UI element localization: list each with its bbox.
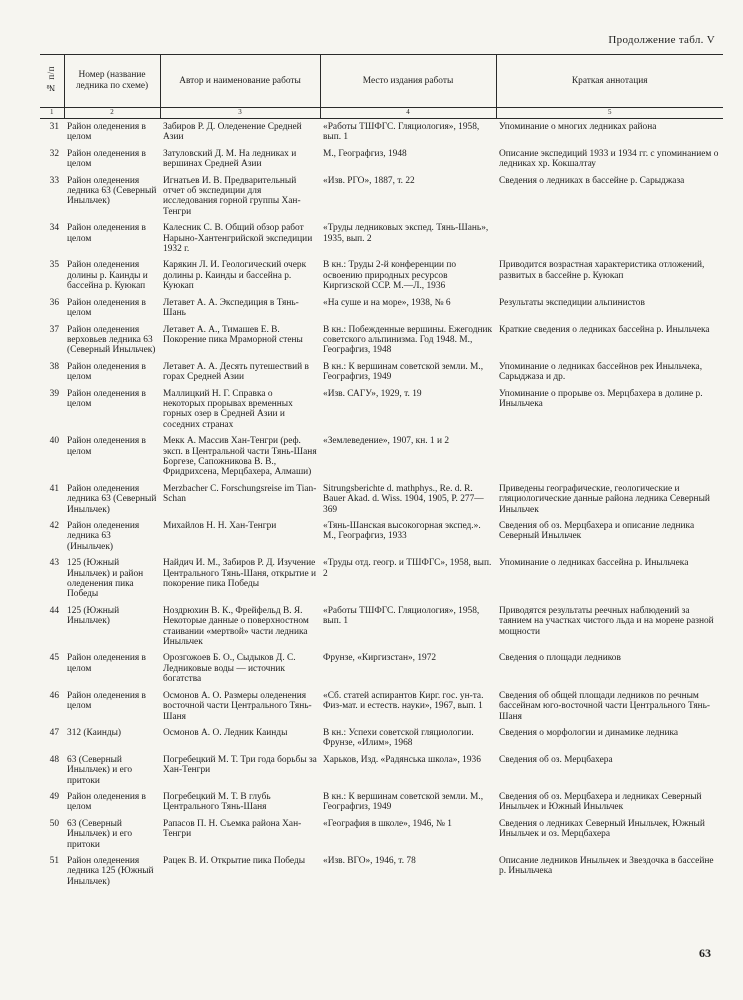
glacier-name: Район оледенения ледника 63 (Иныльчек) xyxy=(67,521,140,552)
glacier-name: Район оледенения в целом xyxy=(67,791,146,813)
glacier-name: Район оледенения ледника 63 (Северный Иныльчек) xyxy=(67,175,157,207)
author-and-title: Маллицкий Н. Г. Справка о некоторых прорывах временных горных озер в Средней Азии и соседних странах xyxy=(163,388,293,430)
publication-place: Sitrungsberichte d. mathphys., Re. d. R. Bauer Akad. d. Wiss. 1904, 1905, P. 277—369 xyxy=(323,483,484,515)
column-number: 4 xyxy=(320,108,496,119)
annotation: Сведения об оз. Мерцбахера и ледниках Северный Иныльчек и Южный Иныльчек xyxy=(499,791,702,813)
glacier-name: Район оледенения ледника 125 (Южный Иныльчек) xyxy=(67,855,154,887)
table-row xyxy=(40,359,723,386)
row-number: 41 xyxy=(49,483,59,494)
annotation: Приведены географические, геологические и гляциологические данные района ледника Северный Иныльчек xyxy=(499,483,710,515)
table-row xyxy=(40,725,723,752)
table-row xyxy=(40,146,723,173)
table-row xyxy=(40,789,723,816)
publication-place: «Землеведение», 1907, кн. 1 и 2 xyxy=(323,436,450,447)
row-number: 33 xyxy=(49,175,59,186)
glacier-name: 63 (Северный Иныльчек) и его притоки xyxy=(67,754,133,786)
table-row xyxy=(40,518,723,555)
annotation: Упоминание о прорыве оз. Мерцбахера в долине р. Иныльчека xyxy=(499,388,703,409)
table-row xyxy=(40,603,723,651)
author-and-title: Ноздрюхин В. К., Фрейфельд В. Я. Некоторые данные о поверхностном стаивании «мертвой» части ледника Иныльчек xyxy=(163,605,309,648)
annotation: Описание ледников Иныльчек и Звездочка в бассейне р. Иныльчека xyxy=(499,855,714,877)
publication-place: В кн.: Побежденные вершины. Ежегодник советского альпинизма. Год 1948. М., Географгиз, 1948 xyxy=(323,324,493,356)
bibliography-table xyxy=(40,54,723,890)
annotation: Сведения об оз. Мерцбахера xyxy=(499,754,613,765)
publication-place: Фрунзе, «Киргизстан», 1972 xyxy=(323,653,437,664)
author-and-title: Затуловский Д. М. На ледниках и вершинах Средней Азии xyxy=(163,148,297,170)
publication-place: В кн.: Успехи советской гляциологии. Фрунзе, «Илим», 1968 xyxy=(323,727,474,749)
author-and-title: Карякин Л. И. Геологический очерк долины р. Каинды и бассейна р. Куюкап xyxy=(163,260,307,292)
table-row xyxy=(40,173,723,221)
table-row xyxy=(40,119,723,146)
publication-place: «Работы ТШФГС. Гляциология», 1958, вып. 1 xyxy=(323,122,480,143)
row-number: 51 xyxy=(49,855,59,866)
glacier-name: 125 (Южный Иныльчек) и район оледенения пика Победы xyxy=(67,558,144,600)
table-row xyxy=(40,481,723,518)
publication-place: В кн.: К вершинам советской земли. М., Географгиз, 1949 xyxy=(323,791,484,813)
glacier-name: 125 (Южный Иныльчек) xyxy=(67,605,120,627)
author-and-title: Летавет А. А. Десять путешествий в горах Средней Азии xyxy=(163,361,309,383)
header-author: Автор и наименование работы xyxy=(160,55,320,108)
annotation: Приводится возрастная характеристика отложений, развитых в бассейне р. Куюкап xyxy=(499,260,705,281)
author-and-title: Михайлов Н. Н. Хан-Тенгри xyxy=(163,521,277,531)
row-number: 35 xyxy=(49,260,59,271)
table-row xyxy=(40,650,723,687)
table-continuation-caption: Продолжение табл. V xyxy=(608,34,715,46)
author-and-title: Найдич И. М., Забиров Р. Д. Изучение Центрального Тянь-Шаня, открытие и покорение пика Победы xyxy=(163,558,316,590)
table-row xyxy=(40,816,723,853)
row-number: 47 xyxy=(49,727,59,738)
author-and-title: Забиров Р. Д. Оледенение Средней Азии xyxy=(163,122,302,143)
author-and-title: Погребецкий М. Т. В глубь Центрального Тянь-Шаня xyxy=(163,791,271,813)
author-and-title: Рапасов П. Н. Съемка района Хан-Тенгри xyxy=(163,818,302,840)
row-number: 45 xyxy=(49,653,59,664)
annotation: Приводятся результаты реечных наблюдений за таянием на участках чистого льда и на морене разной мощности xyxy=(499,605,714,637)
publication-place: «На суше и на море», 1938, № 6 xyxy=(323,297,451,308)
table-row xyxy=(40,752,723,789)
row-number: 38 xyxy=(49,361,59,372)
author-and-title: Осмонов А. О. Размеры оледенения восточной части Центрального Тянь-Шаня xyxy=(163,690,312,722)
glacier-name: Район оледенения в целом xyxy=(67,122,146,143)
row-number: 34 xyxy=(49,223,59,234)
glacier-name: Район оледенения долины р. Каинды и бассейна р. Куюкап xyxy=(67,260,148,292)
glacier-name: Район оледенения в целом xyxy=(67,653,146,674)
author-and-title: Летавет А. А. Экспедиция в Тянь-Шань xyxy=(163,297,299,319)
table-row xyxy=(40,322,723,359)
annotation: Сведения о площади ледников xyxy=(499,653,621,664)
table-row xyxy=(40,295,723,322)
glacier-name: Район оледенения верховьев ледника 63 (Северный Иныльчек) xyxy=(67,324,156,356)
row-number: 32 xyxy=(49,148,59,159)
column-number-row xyxy=(40,108,723,119)
glacier-name: Район оледенения в целом xyxy=(67,223,146,244)
publication-place: «Труды отд. геогр. и ТШФГС», 1958, вып. 2 xyxy=(323,558,492,579)
author-and-title: Калесник С. В. Общий обзор работ Нарыно-Хантенгрийской экспедиции 1932 г. xyxy=(163,223,313,255)
annotation xyxy=(496,220,723,257)
author-and-title: Рацек В. И. Открытие пика Победы xyxy=(163,855,306,866)
row-number: 39 xyxy=(49,388,59,399)
row-number: 37 xyxy=(49,324,59,335)
author-and-title: Погребецкий М. Т. Три года борьбы за Хан-Тенгри xyxy=(163,754,317,776)
annotation: Краткие сведения о ледниках бассейна р. Иныльчека xyxy=(499,324,710,335)
page-number: 63 xyxy=(699,946,711,960)
publication-place: «Изв. ВГО», 1946, т. 78 xyxy=(323,855,416,866)
publication-place: М., Географгиз, 1948 xyxy=(323,148,407,159)
table-row xyxy=(40,220,723,257)
glacier-name: Район оледенения в целом xyxy=(67,436,146,457)
publication-place: В кн.: Труды 2-й конференции по освоению природных ресурсов Киргизской ССР. М.—Л., 1936 xyxy=(323,260,457,292)
glacier-name: Район оледенения в целом xyxy=(67,690,146,712)
annotation: Сведения об общей площади ледников по речным бассейнам юго-восточной части Центрального Тянь-Шаня xyxy=(499,690,711,722)
annotation: Сведения о ледниках Северный Иныльчек, Южный Иныльчек и оз. Мерцбахера xyxy=(499,818,705,840)
publication-place: «Работы ТШФГС. Гляциология», 1958, вып. 1 xyxy=(323,605,480,627)
author-and-title: Мекк А. Массив Хан-Тенгри (реф. эксп. в Центральной части Тянь-Шаня Боргезе, Сапожникова В. В., Фридрихсена, Мерцбахера, Алмаши) xyxy=(163,436,317,478)
header-row xyxy=(40,55,723,108)
table-row xyxy=(40,386,723,434)
header-number: № п/п xyxy=(40,55,64,108)
publication-place: «Тянь-Шанская высокогорная экспед.». М., Географгиз, 1933 xyxy=(323,521,481,542)
annotation: Упоминание о ледниках бассейна р. Иныльчека xyxy=(499,558,689,569)
header-annotation: Краткая аннотация xyxy=(496,55,723,108)
annotation xyxy=(496,433,723,481)
author-and-title: Орозгожоев Б. О., Сыдыков Д. С. Ледниковые воды — источник богатства xyxy=(163,653,296,685)
publication-place: Харьков, Изд. «Радянська школа», 1936 xyxy=(323,754,481,765)
row-number: 49 xyxy=(49,791,59,802)
table-body xyxy=(40,119,723,891)
publication-place: В кн.: К вершинам советской земли. М., Географгиз, 1949 xyxy=(323,361,484,383)
glacier-name: Район оледенения в целом xyxy=(67,148,146,170)
column-number: 5 xyxy=(496,108,723,119)
glacier-name: Район оледенения ледника 63 (Северный Иныльчек) xyxy=(67,483,157,515)
annotation: Сведения о ледниках в бассейне р. Сарыджаза xyxy=(499,175,685,186)
table-row xyxy=(40,433,723,481)
annotation: Сведения об оз. Мерцбахера и описание ледника Северный Иныльчек xyxy=(499,521,695,542)
header-glacier: Номер (название ледника по схеме) xyxy=(64,55,160,108)
publication-place: «Изв. РГО», 1887, т. 22 xyxy=(323,175,415,186)
publication-place: «Труды ледниковых экспед. Тянь-Шань», 1935, вып. 2 xyxy=(323,223,489,244)
row-number: 44 xyxy=(49,605,59,616)
row-number: 50 xyxy=(49,818,59,829)
author-and-title: Merzbacher C. Forschungsreise im Tian-Schan xyxy=(163,483,317,505)
glacier-name: Район оледенения в целом xyxy=(67,361,146,383)
column-number: 3 xyxy=(160,108,320,119)
annotation: Упоминание о ледниках бассейнов рек Иныльчека, Сарыджаза и др. xyxy=(499,361,703,383)
row-number: 31 xyxy=(49,122,59,132)
row-number: 43 xyxy=(49,558,59,569)
row-number: 36 xyxy=(49,297,59,308)
publication-place: «Сб. статей аспирантов Кирг. гос. ун-та. Физ-мат. и естеств. науки», 1967, вып. 1 xyxy=(323,690,484,712)
table-row xyxy=(40,853,723,890)
row-number: 46 xyxy=(49,690,59,701)
row-number: 40 xyxy=(49,436,59,447)
author-and-title: Осмонов А. О. Ледник Каинды xyxy=(163,727,288,738)
column-number: 1 xyxy=(40,108,64,119)
publication-place: «Изв. САГУ», 1929, т. 19 xyxy=(323,388,422,399)
publication-place: «География в школе», 1946, № 1 xyxy=(323,818,452,829)
author-and-title: Летавет А. А., Тимашев Е. В. Покорение пика Мраморной стены xyxy=(163,324,303,345)
table-row xyxy=(40,555,723,603)
glacier-name: 63 (Северный Иныльчек) и его притоки xyxy=(67,818,133,850)
table-row xyxy=(40,257,723,294)
header-place: Место издания работы xyxy=(320,55,496,108)
row-number: 42 xyxy=(49,521,59,531)
annotation: Результаты экспедиции альпинистов xyxy=(499,297,645,308)
column-number: 2 xyxy=(64,108,160,119)
row-number: 48 xyxy=(49,754,59,765)
annotation: Описание экспедиций 1933 и 1934 гг. с упоминанием о ледниках хр. Кокшалтау xyxy=(499,148,719,170)
table-row xyxy=(40,688,723,725)
glacier-name: 312 (Каинды) xyxy=(67,727,122,738)
annotation: Упоминание о многих ледниках района xyxy=(499,122,657,132)
glacier-name: Район оледенения в целом xyxy=(67,388,146,409)
glacier-name: Район оледенения в целом xyxy=(67,297,146,319)
annotation: Сведения о морфологии и динамике ледника xyxy=(499,727,679,738)
author-and-title: Игнатьев И. В. Предварительный отчет об экспедиции для исследования горной группы Хан-Тенгри xyxy=(163,175,301,217)
